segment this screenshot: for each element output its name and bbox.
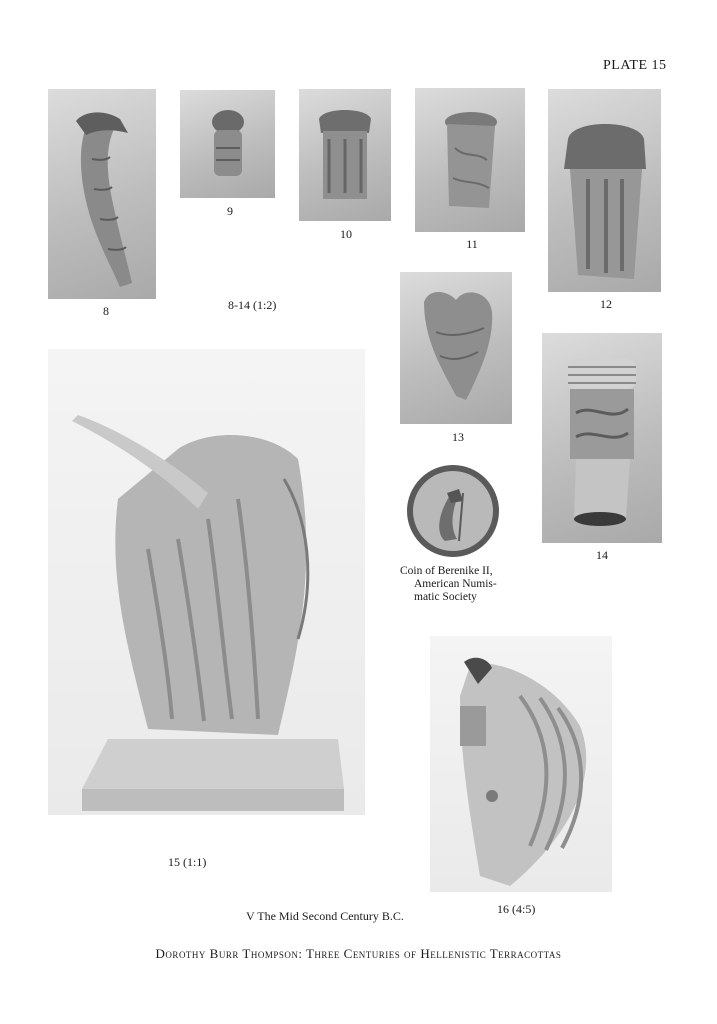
figure-13-label: 13 bbox=[452, 430, 464, 444]
figure-12-image bbox=[548, 89, 661, 292]
photo-figure-13 bbox=[400, 272, 512, 424]
section-caption: V The Mid Second Century B.C. bbox=[246, 909, 404, 923]
figure-8-image bbox=[48, 89, 156, 299]
photo-figure-10 bbox=[299, 89, 391, 221]
figure-9-label: 9 bbox=[227, 204, 233, 218]
figure-16-image bbox=[430, 636, 612, 892]
scale-note: 8-14 (1:2) bbox=[228, 298, 277, 312]
figure-12-label: 12 bbox=[600, 297, 612, 311]
coin-caption bbox=[400, 565, 497, 604]
coin-caption-line-1: Coin of Berenike II, bbox=[400, 565, 493, 577]
photo-figure-8 bbox=[48, 89, 156, 299]
photo-figure-9 bbox=[180, 90, 275, 198]
figure-11-image bbox=[415, 88, 525, 232]
photo-figure-14 bbox=[542, 333, 662, 543]
figure-15-image bbox=[48, 349, 365, 815]
coin-caption-line-3: matic Society bbox=[414, 591, 477, 603]
photo-figure-12 bbox=[548, 89, 661, 292]
figure-8-label: 8 bbox=[103, 304, 109, 318]
figure-14-label: 14 bbox=[596, 548, 608, 562]
figure-14-image bbox=[542, 333, 662, 543]
coin-caption-line-2: American Numis- bbox=[414, 578, 497, 590]
photo-figure-16 bbox=[430, 636, 612, 892]
coin-image bbox=[405, 463, 501, 559]
figure-11-label: 11 bbox=[466, 237, 478, 251]
figure-10-label: 10 bbox=[340, 227, 352, 241]
figure-16-label: 16 (4:5) bbox=[497, 902, 536, 916]
figure-9-image bbox=[180, 90, 275, 198]
coin-of-berenike bbox=[405, 463, 501, 559]
figure-15-label: 15 (1:1) bbox=[168, 855, 207, 869]
page-footer: Dorothy Burr Thompson: Three Centuries of Hellenistic Terracottas bbox=[155, 946, 562, 961]
figure-10-image bbox=[299, 89, 391, 221]
photo-figure-11 bbox=[415, 88, 525, 232]
plate-title: PLATE 15 bbox=[603, 58, 667, 73]
figure-13-image bbox=[400, 272, 512, 424]
photo-figure-15 bbox=[48, 349, 365, 815]
